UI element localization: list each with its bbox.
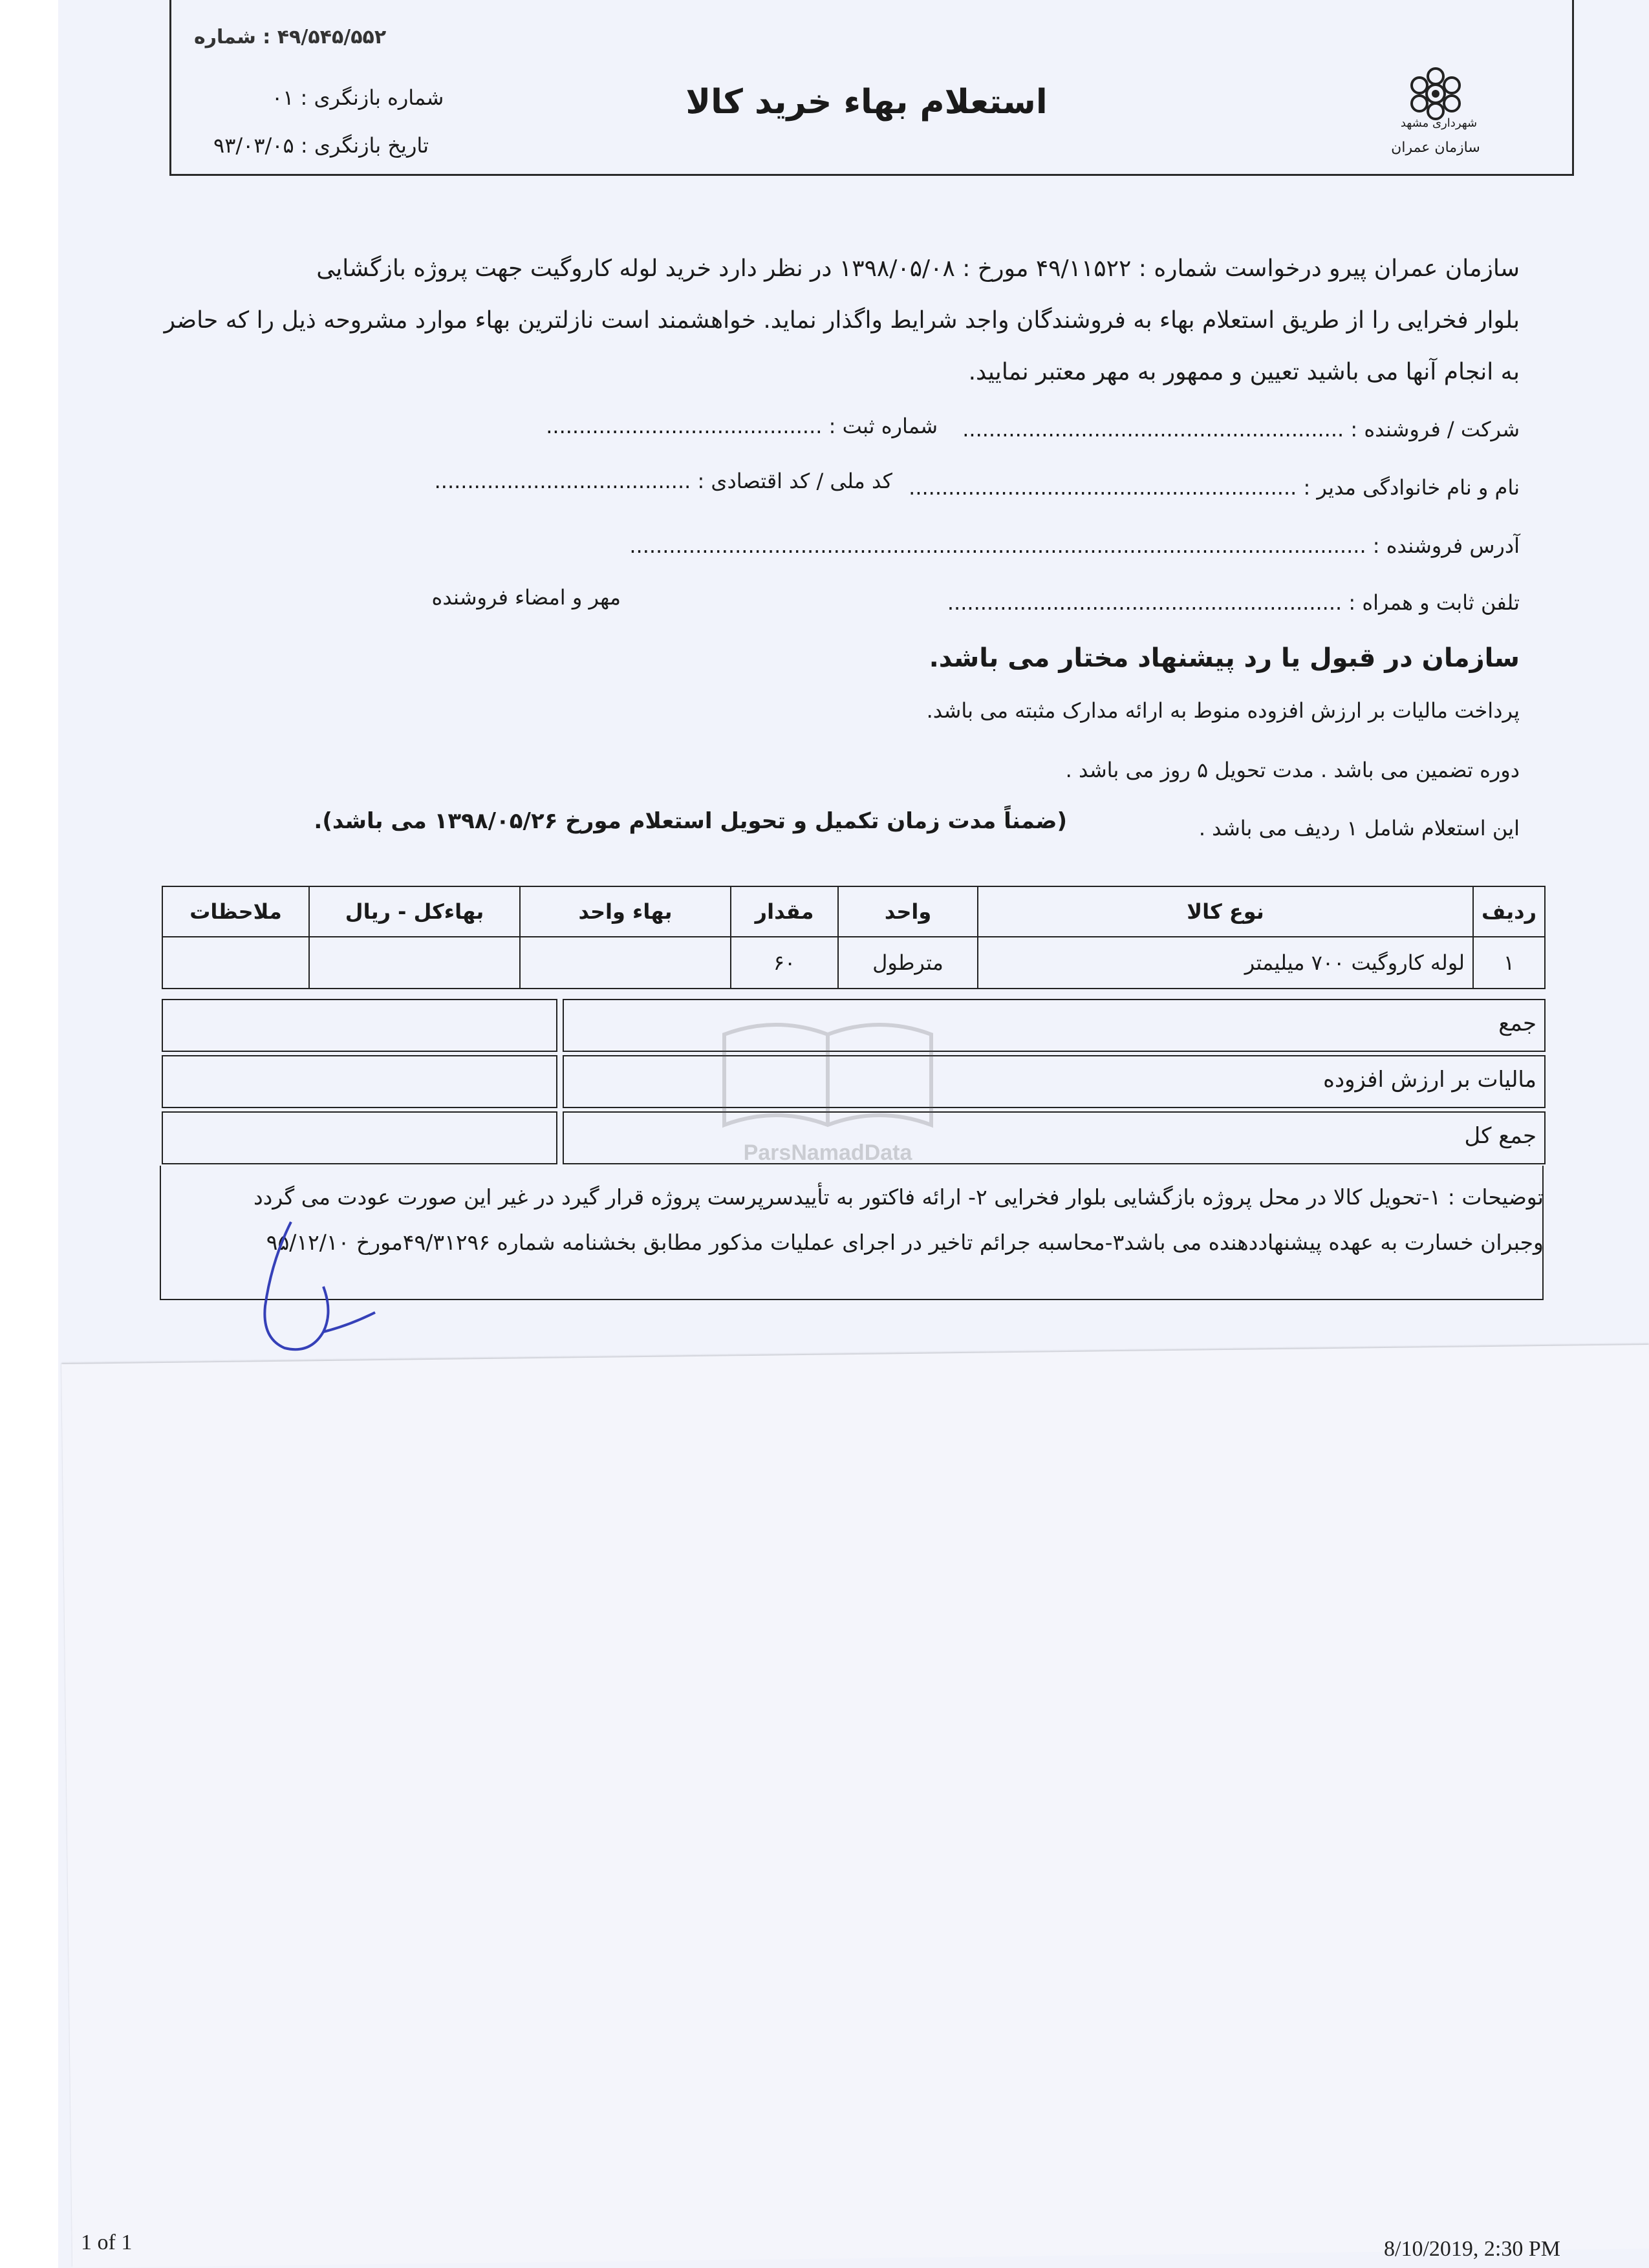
vendor-seal-signature-label: مهر و امضاء فروشنده	[431, 585, 621, 610]
cell-row-number: ۱	[1473, 937, 1545, 989]
cell-item-type: لوله کاروگیت ۷۰۰ میلیمتر	[978, 937, 1473, 989]
column-header-unit-price: بهاء واحد	[520, 886, 731, 937]
cell-total-price	[309, 937, 520, 989]
column-header-row-number: ردیف	[1473, 886, 1545, 937]
cell-remarks	[162, 937, 309, 989]
folded-page-section	[61, 1345, 1649, 2268]
table-header-row	[162, 886, 1545, 937]
handwritten-mark-icon	[246, 1209, 401, 1377]
table-row	[162, 937, 1545, 989]
items-table	[162, 886, 1546, 989]
watermark-logo-icon	[711, 1009, 944, 1138]
notes-line-1: توضیحات : ۱-تحویل کالا در محل پروژه بازگشایی بلوار فخرایی ۲- ارائه فاکتور به تأییدسرپرست پروژه قرار گیرد در غیر این صورت عودت می گردد	[253, 1184, 1544, 1210]
manager-name-field: نام و نام خانوادگی مدیر : ...........................................................	[909, 475, 1520, 500]
column-header-remarks: ملاحظات	[162, 886, 309, 937]
intro-line-2: بلوار فخرایی را از طریق استعلام بهاء به فروشندگان واجد شرایط واگذار نماید. خواهشمند است نازلترین بهاء موارد مشروحه ذیل را که حاضر	[164, 307, 1520, 334]
document-number: ۴۹/۵۴۵/۵۵۲ : شماره	[194, 26, 387, 48]
registration-number-field: شماره ثبت : ..........................................	[546, 414, 938, 438]
revision-number: شماره بازنگری : ۰۱	[272, 85, 444, 110]
warranty-delivery-term: دوره تضمین می باشد . مدت تحویل ۵ روز می باشد .	[1065, 758, 1520, 782]
sum-row-label: جمع	[563, 999, 1546, 1052]
watermark	[711, 1009, 944, 1190]
vat-row-value	[162, 1055, 557, 1108]
cell-quantity: ۶۰	[731, 937, 838, 989]
organization-logo-text: سازمان عمران	[1391, 140, 1480, 156]
phone-field: تلفن ثابت و همراه : ............................................................	[947, 590, 1520, 615]
vat-term: پرداخت مالیات بر ارزش افزوده منوط به ارائه مدارک مثبته می باشد.	[926, 698, 1520, 723]
notes-line-2: وجبران خسارت به عهده پیشنهاددهنده می باشد۳-محاسبه جرائم تاخیر در اجرای عملیات مذکور مطابق بخشنامه شماره ۴۹/۳۱۲۹۶مورخ ۹۵/۱۲/۱۰	[266, 1230, 1544, 1255]
grand-total-row-value	[162, 1111, 557, 1164]
column-header-unit: واحد	[838, 886, 978, 937]
rows-count-term: این استعلام شامل ۱ ردیف می باشد .	[1198, 816, 1520, 840]
column-header-quantity: مقدار	[731, 886, 838, 937]
column-header-item-type: نوع کالا	[978, 886, 1473, 937]
national-code-field: کد ملی / کد اقتصادی : .......................................	[434, 469, 892, 493]
cell-unit-price	[520, 937, 731, 989]
page-title: استعلام بهاء خرید کالا	[685, 83, 1048, 122]
vendor-address-field: آدرس فروشنده : ................................................................................................................	[629, 533, 1520, 558]
intro-line-3: به انجام آنها می باشید تعیین و ممهور به مهر معتبر نمایید.	[968, 359, 1520, 385]
vat-row-label: مالیات بر ارزش افزوده	[563, 1055, 1546, 1108]
column-header-total-price: بهاءکل - ریال	[309, 886, 520, 937]
sum-row-value	[162, 999, 557, 1052]
intro-line-1: سازمان عمران پیرو درخواست شماره : ۴۹/۱۱۵۲۲ مورخ : ۱۳۹۸/۰۵/۰۸ در نظر دارد خرید لوله کاروگیت جهت پروژه بازگشایی	[316, 255, 1520, 282]
company-field: شرکت / فروشنده : ..........................................................	[962, 417, 1520, 442]
print-datetime: 8/10/2019, 2:30 PM	[1384, 2237, 1560, 2261]
revision-date: تاریخ بازنگری : ۹۳/۰۳/۰۵	[213, 133, 429, 158]
organization-logo-caption: شهرداری مشهد	[1400, 116, 1478, 130]
cell-unit: مترطول	[838, 937, 978, 989]
grand-total-row-label: جمع کل	[563, 1111, 1546, 1164]
page-count: 1 of 1	[81, 2231, 133, 2254]
acceptance-term: سازمان در قبول یا رد پیشنهاد مختار می باشد.	[929, 643, 1520, 673]
deadline-term: (ضمناً مدت زمان تکمیل و تحویل استعلام مورخ ۱۳۹۸/۰۵/۲۶ می باشد).	[314, 808, 1067, 834]
watermark-text: ParsNamadData	[743, 1140, 912, 1165]
